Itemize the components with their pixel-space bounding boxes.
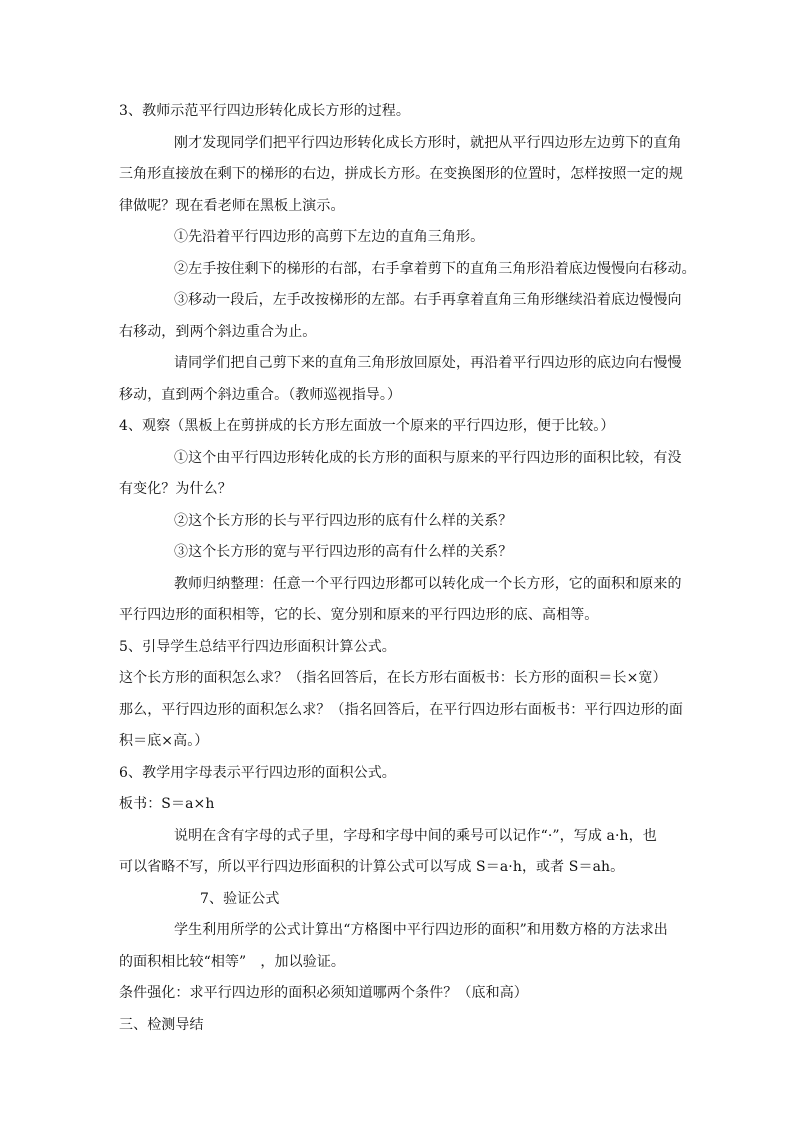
section-heading-3: 3、教师示范平行四边形转化成长方形的过程。 (119, 103, 411, 119)
paragraph-line: 这个长方形的面积怎么求？（指名回答后，在长方形右面板书：长方形的面积＝长×宽） (119, 670, 667, 686)
paragraph-line: 可以省略不写，所以平行四边形面积的计算公式可以写成 S＝a·h，或者 S＝ah。 (119, 859, 625, 875)
section-heading-6: 6、教学用字母表示平行四边形的面积公式。 (119, 765, 396, 781)
formula-line: 板书：S＝a×h (119, 796, 215, 812)
step-item-2: ②左手按住剩下的梯形的右部，右手拿着剪下的直角三角形沿着底边慢慢向右移动。 (174, 261, 696, 277)
step-item-1: ①先沿着平行四边形的高剪下左边的直角三角形。 (174, 229, 485, 245)
step-item-3: ③移动一段后，左手改按梯形的左部。右手再拿着直角三角形继续沿着底边慢慢向 (174, 292, 682, 308)
paragraph-line: 积＝底×高。） (119, 733, 209, 749)
paragraph-line: 说明在含有字母的式子里，字母和字母中间的乘号可以记作“·”，写成 a·h，也 (174, 828, 657, 844)
paragraph-line: 三角形直接放在剩下的梯形的右边，拼成长方形。在变换图形的位置时，怎样按照一定的规 (119, 166, 683, 182)
paragraph-line: 学生利用所学的公式计算出“方格图中平行四边形的面积”和用数方格的方法求出 (174, 922, 668, 938)
paragraph-line: 右移动，到两个斜边重合为止。 (119, 324, 317, 340)
question-item-3: ③这个长方形的宽与平行四边形的高有什么样的关系？ (174, 544, 513, 560)
paragraph-line: 移动，直到两个斜边重合。（教师巡视指导。） (119, 387, 402, 403)
section-heading-three: 三、检测导结 (119, 1017, 204, 1033)
paragraph-line: 教师归纳整理：任意一个平行四边形都可以转化成一个长方形，它的面积和原来的 (174, 576, 682, 592)
paragraph-line: 条件强化：求平行四边形的面积必须知道哪两个条件？（底和高） (119, 985, 528, 1001)
paragraph-line: 刚才发现同学们把平行四边形转化成长方形时，就把从平行四边形左边剪下的直角 (174, 135, 682, 151)
section-heading-7: 7、验证公式 (200, 891, 280, 907)
paragraph-line: 有变化？为什么？ (119, 481, 232, 497)
paragraph-line: 律做呢？现在看老师在黑板上演示。 (119, 198, 345, 214)
paragraph-line: 的面积相比较“相等” ，加以验证。 (119, 954, 346, 970)
question-item-2: ②这个长方形的长与平行四边形的底有什么样的关系？ (174, 513, 513, 529)
paragraph-line: 平行四边形的面积相等，它的长、宽分别和原来的平行四边形的底、高相等。 (119, 607, 599, 623)
paragraph-line: 那么，平行四边形的面积怎么求？（指名回答后，在平行四边形右面板书：平行四边形的面 (119, 702, 683, 718)
paragraph-line: 请同学们把自己剪下来的直角三角形放回原处，再沿着平行四边形的底边向右慢慢 (174, 355, 682, 371)
section-heading-5: 5、引导学生总结平行四边形面积计算公式。 (119, 639, 396, 655)
question-item-1: ①这个由平行四边形转化成的长方形的面积与原来的平行四边形的面积比较，有没 (174, 450, 682, 466)
section-heading-4: 4、观察（黑板上在剪拼成的长方形左面放一个原来的平行四边形，便于比较。） (119, 418, 615, 434)
